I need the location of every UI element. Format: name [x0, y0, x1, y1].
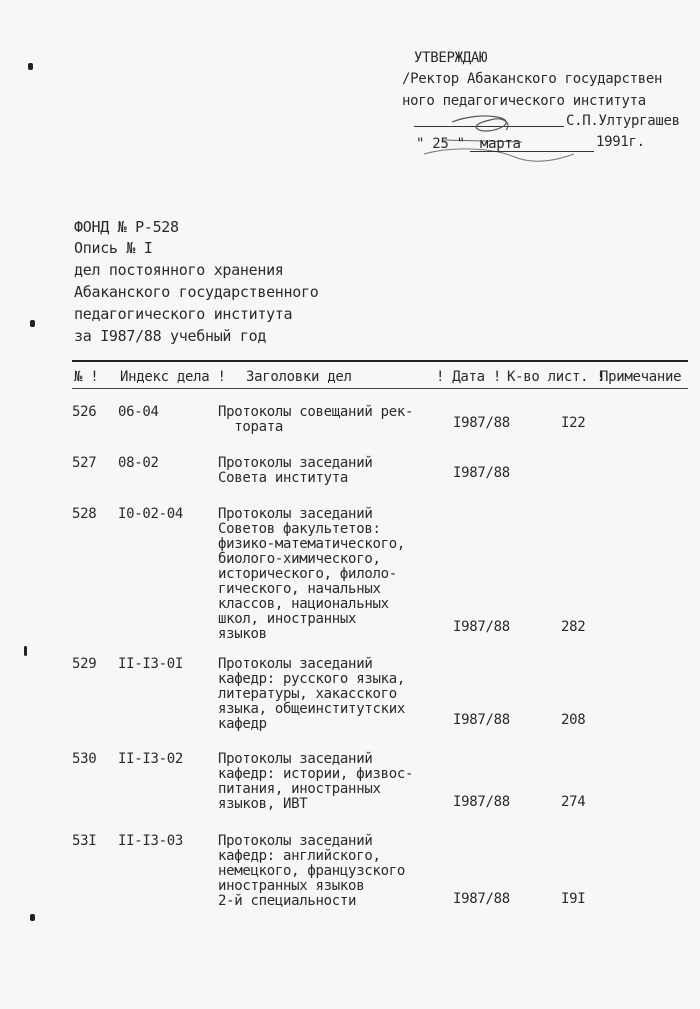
row-sheets: 274 [561, 794, 586, 810]
row-index: II-I3-02 [118, 751, 184, 767]
row-title: Протоколы совещаний рек- тората [218, 404, 414, 435]
heading-line-4: Абаканского государственного [74, 283, 319, 301]
date-month: марта [480, 136, 521, 152]
row-num: 528 [72, 506, 97, 522]
row-index: II-I3-03 [118, 833, 184, 849]
row-num: 526 [72, 404, 97, 420]
row-sheets: 208 [561, 712, 586, 728]
margin-mark [30, 320, 35, 327]
row-index: 06-04 [118, 404, 159, 420]
margin-mark [24, 646, 27, 656]
row-title: Протоколы заседаний кафедр: истории, физвос- питания, иностранных языков, ИВТ [218, 751, 414, 812]
signer-name: С.П.Ултургашев [566, 113, 680, 129]
margin-mark [30, 914, 35, 921]
table-header-rule [72, 388, 688, 389]
row-index: 08-02 [118, 455, 159, 471]
row-title: Протоколы заседаний кафедр: английского, немецкого, французского иностранных языков 2-й специальности [218, 833, 405, 909]
row-date: I987/88 [453, 891, 510, 907]
row-date: I987/88 [453, 415, 510, 431]
header-note: Примечание [600, 369, 682, 385]
approval-title: УТВЕРЖДАЮ [414, 50, 488, 66]
header-index: Индекс дела ! [120, 369, 226, 385]
row-title: Протоколы заседаний кафедр: русского языка, литературы, хакасского языка, общеинститутских кафедр [218, 656, 405, 732]
header-date: ! Дата ! [436, 369, 502, 385]
date-underline [470, 151, 594, 152]
row-num: 527 [72, 455, 97, 471]
header-title: Заголовки дел [246, 369, 352, 385]
heading-line-3: дел постоянного хранения [74, 261, 284, 279]
row-date: I987/88 [453, 619, 510, 635]
heading-line-5: педагогического института [74, 305, 293, 323]
row-title: Протоколы заседаний Совета института [218, 455, 373, 486]
row-date: I987/88 [453, 794, 510, 810]
row-sheets: I22 [561, 415, 586, 431]
row-num: 530 [72, 751, 97, 767]
row-sheets: I9I [561, 891, 586, 907]
header-sheets: К-во лист. ! [507, 369, 605, 385]
approval-line-1: /Ректор Абаканского государствен [402, 71, 663, 87]
fond-number: ФОНД № Р-528 [74, 218, 179, 236]
row-title: Протоколы заседаний Советов факультетов: физико-математического, биолого-химического, исторического, филоло- гического, начальных классов, национальных школ, иностранных языков [218, 506, 405, 642]
row-date: I987/88 [453, 712, 510, 728]
row-date: I987/88 [453, 465, 510, 481]
margin-mark [28, 63, 33, 70]
approval-line-2: ного педагогического института [402, 93, 646, 109]
row-index: II-I3-0I [118, 656, 184, 672]
date-day: " 25 " [416, 136, 465, 152]
row-index: I0-02-04 [118, 506, 184, 522]
header-num: № ! [74, 369, 99, 385]
table-top-rule [72, 360, 688, 362]
heading-line-6: за I987/88 учебный год [74, 327, 267, 345]
opis-number: Опись № I [74, 239, 153, 257]
row-num: 53I [72, 833, 97, 849]
row-num: 529 [72, 656, 97, 672]
date-year: 1991г. [596, 134, 645, 150]
row-sheets: 282 [561, 619, 586, 635]
